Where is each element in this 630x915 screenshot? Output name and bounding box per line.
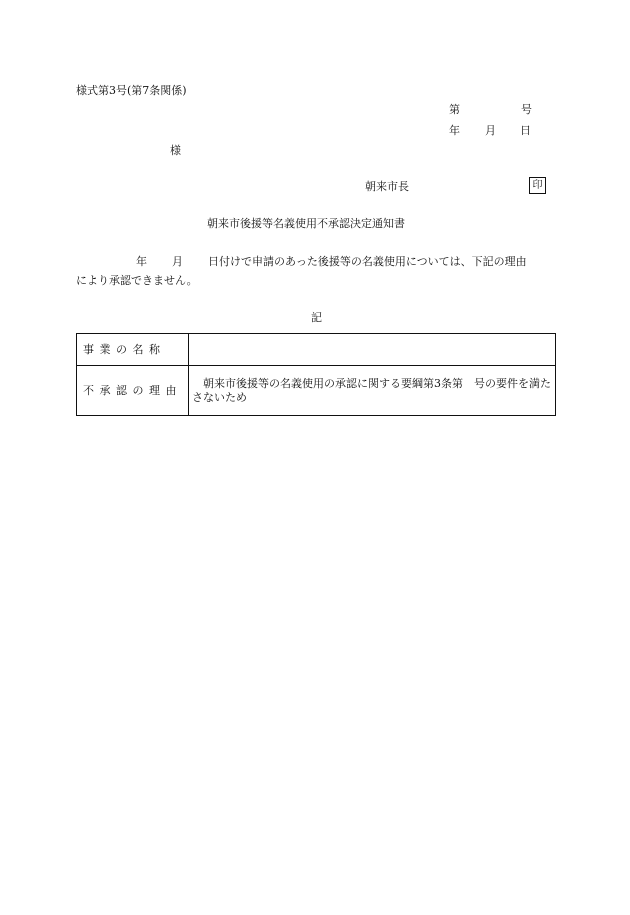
document-number-prefix: 第 [449,103,460,116]
table-value-reason [189,366,556,416]
date-day-label: 日 [520,124,531,137]
issuer-title: 朝来市長 [365,180,409,193]
form-number-label: 様式第3号(第7条関係) [76,84,187,97]
body-year-label: 年 [136,255,147,268]
reason-table [76,333,556,416]
body-month-label: 月 [172,255,183,268]
table-header-project-name: 事業の名称 [77,334,189,366]
ki-heading: 記 [311,311,322,324]
date-month-label: 月 [485,124,496,137]
body-text-line2: により承認できません。 [76,274,198,287]
date-year-label: 年 [449,124,460,137]
table-row [77,366,556,416]
table-row [77,334,556,366]
document-title: 朝来市後援等名義使用不承認決定通知書 [207,217,405,230]
table-header-reason: 不承認の理由 [77,366,189,416]
document-number-suffix: 号 [521,103,532,116]
reason-text: 朝来市後援等の名義使用の承認に関する要綱第3条第 号の要件を満たさないため [192,376,551,404]
seal-stamp-box: 印 [529,177,546,194]
addressee-honorific: 様 [170,144,181,157]
body-text-line1: 日付けで申請のあった後援等の名義使用については、下記の理由 [208,255,527,268]
table-value-project-name[interactable] [189,334,556,366]
